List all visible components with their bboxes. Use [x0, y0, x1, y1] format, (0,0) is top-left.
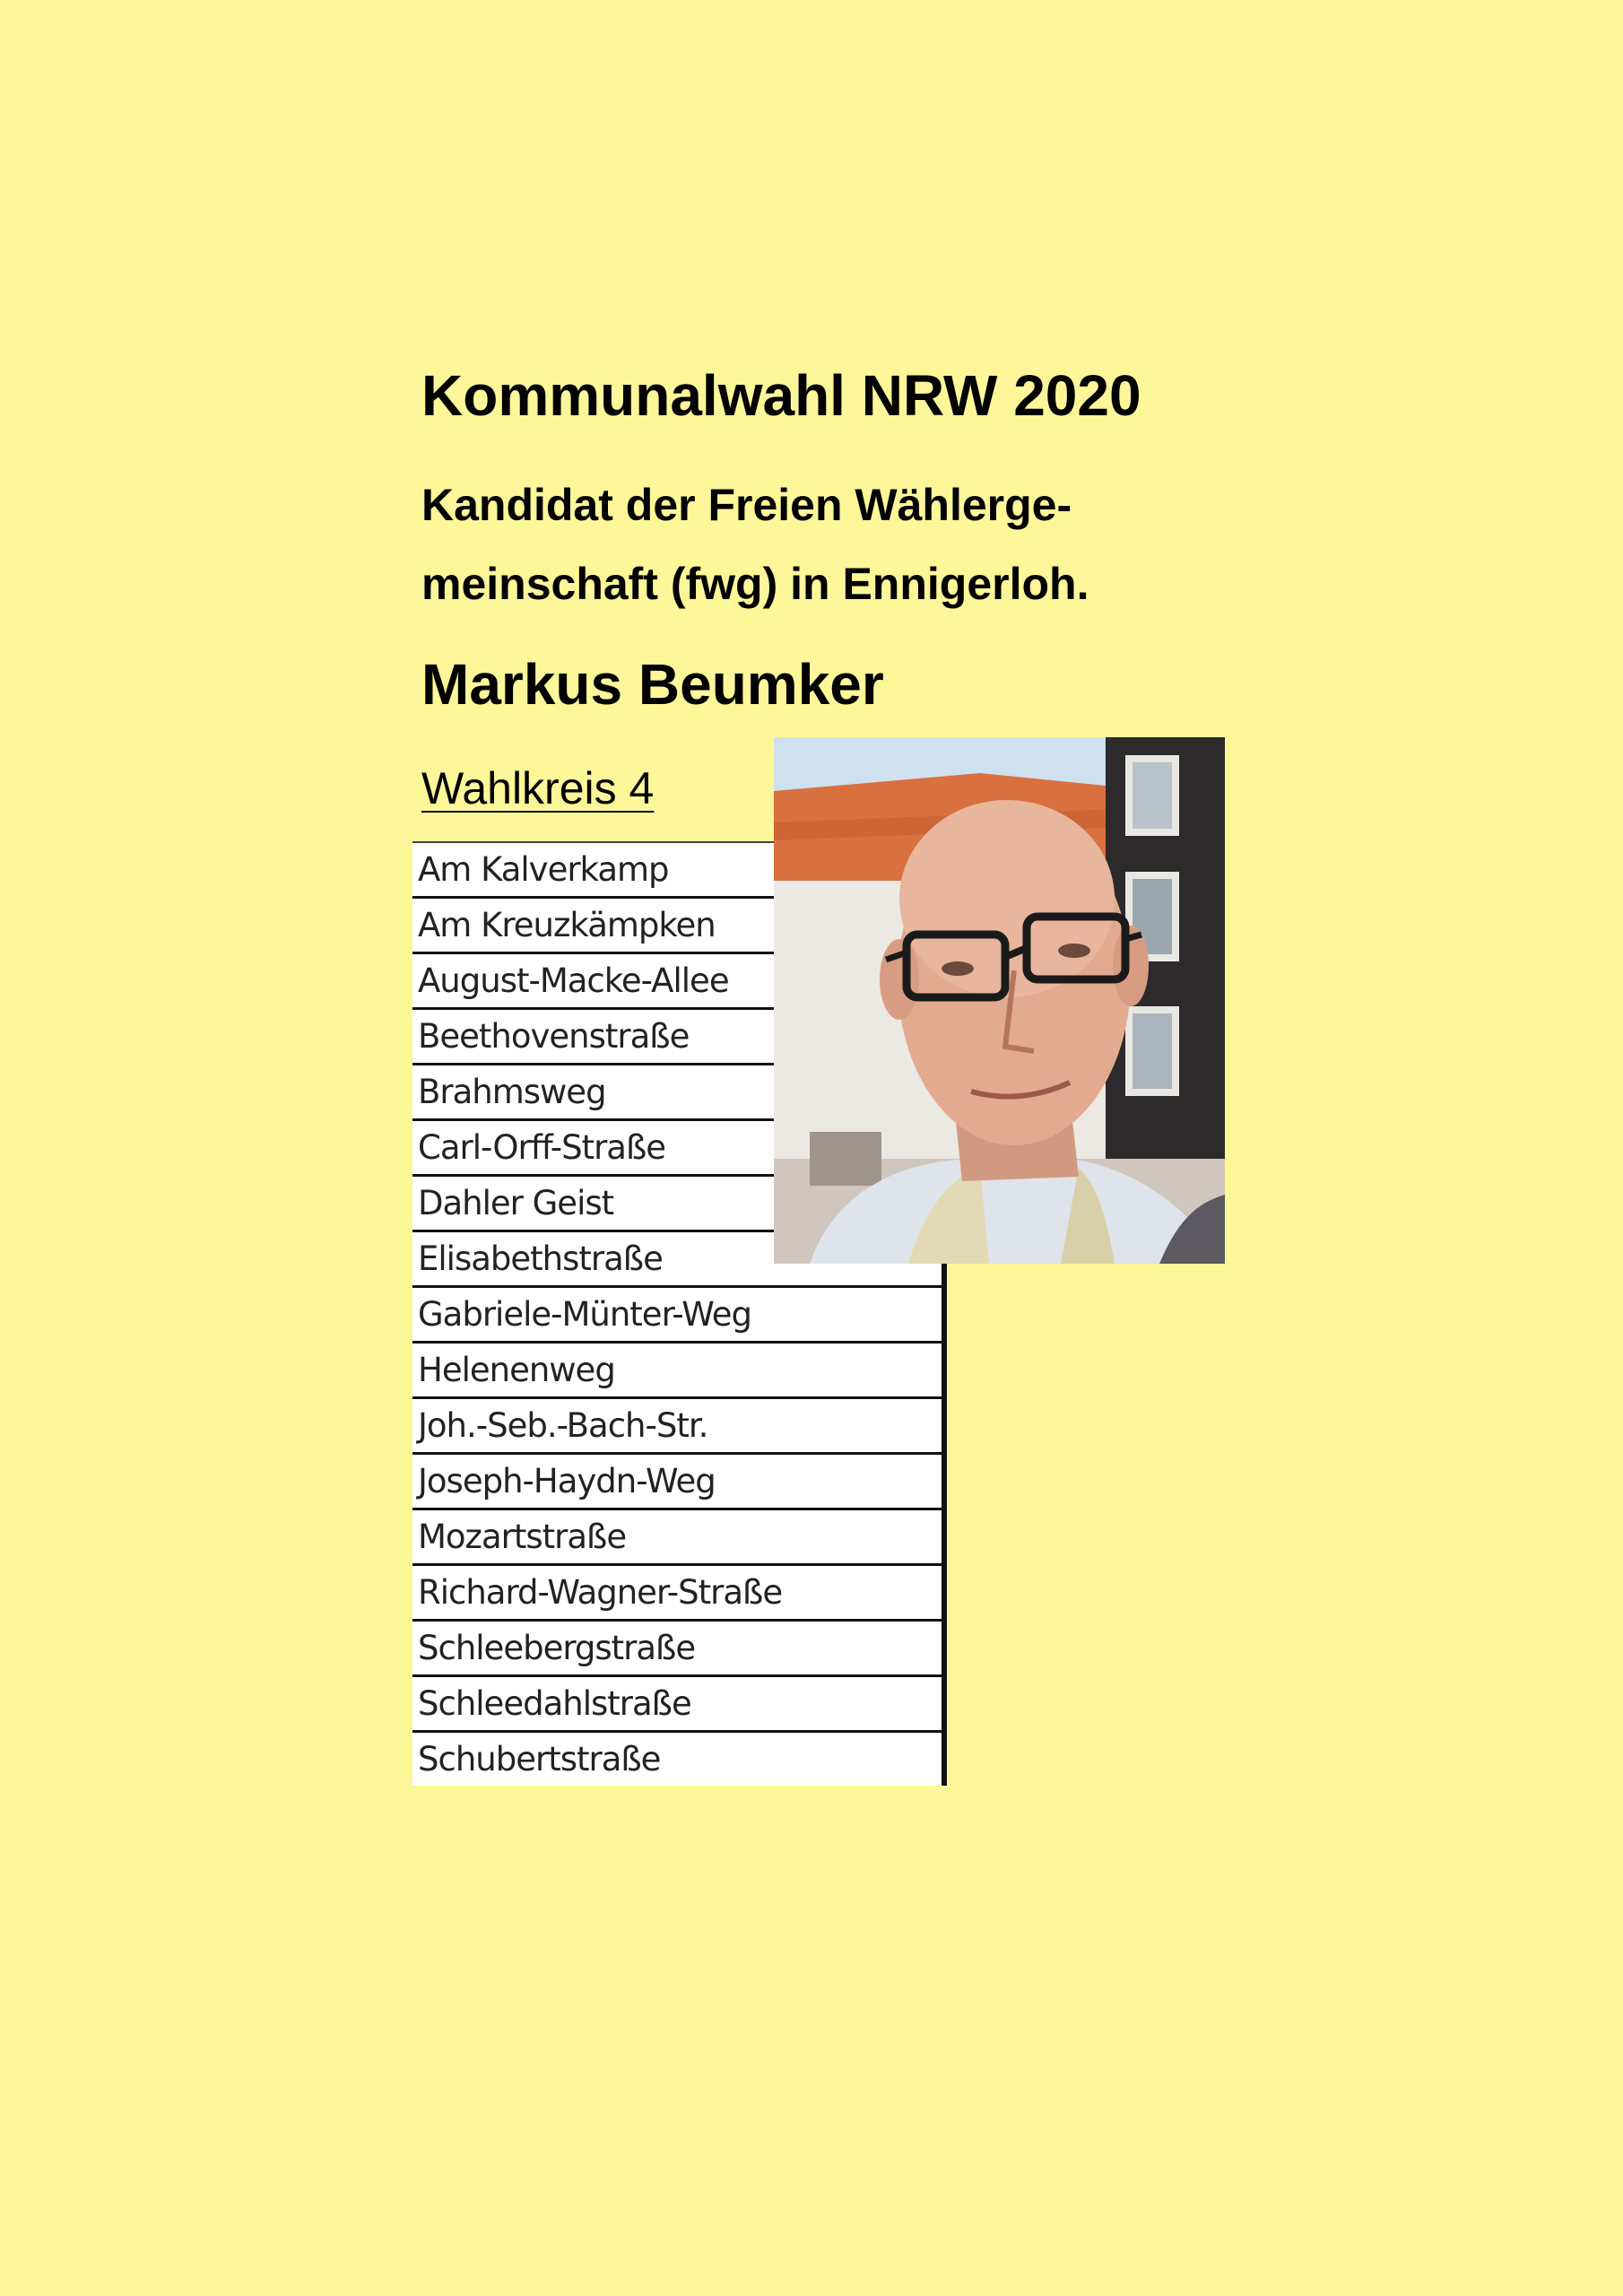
table-row — [412, 1343, 944, 1398]
district-label: Wahlkreis 4 — [421, 763, 655, 813]
table-row — [412, 1509, 944, 1565]
street-cell: Gabriele-Münter-Weg — [412, 1287, 944, 1343]
street-cell: Am Kreuzkämpken — [412, 898, 944, 953]
table-row — [412, 1621, 944, 1676]
street-cell: Beethovenstraße — [412, 1009, 944, 1065]
street-cell: Schleedahlstraße — [412, 1676, 944, 1732]
street-cell: Am Kalverkamp — [412, 842, 944, 898]
table-row — [412, 1454, 944, 1509]
street-cell: Richard-Wagner-Straße — [412, 1565, 944, 1621]
street-cell: Joh.-Seb.-Bach-Str. — [412, 1398, 944, 1454]
candidate-photo — [774, 737, 1225, 1264]
table-row — [412, 1287, 944, 1343]
street-cell: Schubertstraße — [412, 1732, 944, 1787]
portrait-icon — [774, 737, 1225, 1264]
street-cell: Helenenweg — [412, 1343, 944, 1398]
subtitle-line-2: meinschaft (fwg) in Ennigerloh. — [421, 559, 1089, 609]
table-row — [412, 1398, 944, 1454]
page-title: Kommunalwahl NRW 2020 — [421, 363, 1141, 428]
street-cell: Dahler Geist — [412, 1176, 944, 1231]
street-cell: Joseph-Haydn-Weg — [412, 1454, 944, 1509]
street-cell: Brahmsweg — [412, 1065, 944, 1120]
subtitle-line-1: Kandidat der Freien Wählerge- — [421, 480, 1072, 530]
table-row — [412, 1565, 944, 1621]
table-row — [412, 1676, 944, 1732]
table-row — [412, 1732, 944, 1787]
candidate-name: Markus Beumker — [421, 652, 884, 717]
street-cell: August-Macke-Allee — [412, 953, 944, 1009]
street-cell: Mozartstraße — [412, 1509, 944, 1565]
street-cell: Carl-Orff-Straße — [412, 1120, 944, 1176]
street-cell: Elisabethstraße — [412, 1231, 944, 1287]
street-cell: Schleebergstraße — [412, 1621, 944, 1676]
